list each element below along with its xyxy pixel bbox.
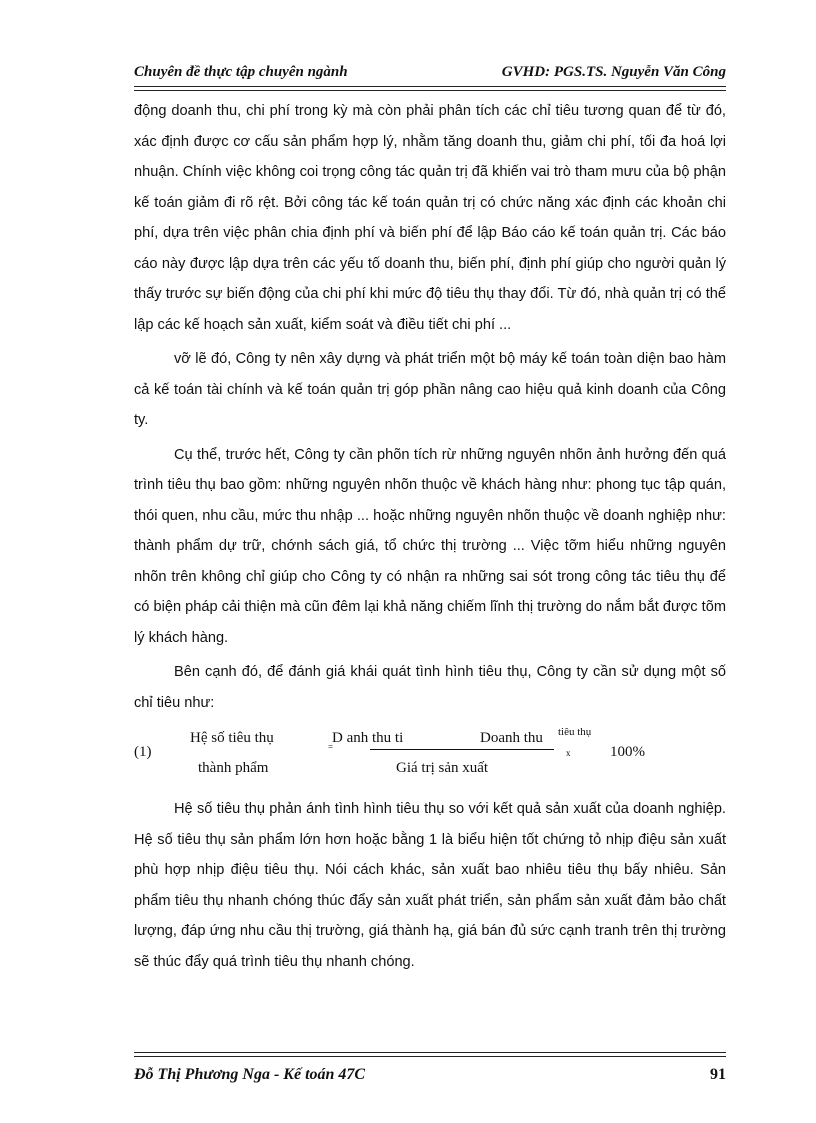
- paragraph: Bên cạnh đó, để đánh giá khái quát tình hình tiêu thụ, Công ty cần sử dụng một số chỉ tiêu như:: [134, 664, 726, 711]
- body-text-2: [134, 794, 726, 977]
- formula-numerator-b: Doanh thu: [480, 730, 543, 746]
- formula-number: (1): [134, 744, 152, 760]
- formula-numerator-a: D anh thu ti: [332, 730, 404, 746]
- paragraph: động doanh thu, chi phí trong kỳ mà còn phải phân tích các chỉ tiêu tương quan để từ đó, xác định được cơ cấu sản phẩm hợp lý, nhằm tăng doanh thu, giảm chi phí, tối đa hoá lợi nhuận. Chính việc không coi trọng công tác quản trị đã khiến vai trò tham mưu của bộ phận kế toán giảm đi rõ rệt. Bởi công tác kế toán quản trị có chức năng xác định các khoản chi phí, dựa trên việc phân chia định phí và biến phí để lập Báo cáo kế toán quản trị. Các báo cáo này được lập dựa trên các yếu tố doanh thu, biến phí, định phí giúp cho người quản lý thấy trước sự biến động của chi phí khi mức độ tiêu thụ thay đổi. Từ đó, nhà quản trị có thể lập các kế hoạch sản xuất, kiểm soát và điều tiết chi phí ...: [134, 103, 726, 333]
- page-header: [134, 62, 726, 86]
- formula-times: x: [566, 748, 571, 758]
- paragraph: vỡ lẽ đó, Công ty nên xây dựng và phát triển một bộ máy kế toán toàn diện bao hàm cả kế toán tài chính và kế toán quản trị góp phần nâng cao hiệu quả kinh doanh của Công ty.: [134, 351, 726, 428]
- formula-lhs-line2: thành phẩm: [198, 760, 269, 776]
- formula-equals: =: [328, 742, 334, 752]
- page-number: 91: [710, 1066, 726, 1083]
- header-rule: [134, 86, 726, 91]
- footer-author: Đỗ Thị Phương Nga - Kế toán 47C: [134, 1066, 366, 1083]
- formula-denominator: Giá trị sản xuất: [396, 760, 489, 776]
- formula-lhs-line1: Hệ số tiêu thụ: [190, 730, 274, 746]
- paragraph: Cụ thể, trước hết, Công ty cần phõn tích rừ những nguyên nhõn ảnh hưởng đến quá trình tiêu thụ bao gồm: những nguyên nhõn thuộc về khách hàng như: phong tục tập quán, thói quen, nhu cầu, mức thu nhập ... hoặc những nguyên nhõn thuộc về doanh nghiệp như: thành phẩm dự trữ, chớnh sách giá, tổ chức thị trường ... Việc tỡm hiểu những nguyên nhõn trên không chỉ giúp cho Công ty có nhận ra những sai sót trong công tác tiêu thụ để có biện pháp cải thiện mà cũn đêm lại khả năng chiếm lĩnh thị trường do nắm bắt được tõm lý khách hàng.: [134, 446, 726, 646]
- consumption-ratio-formula: [134, 726, 726, 786]
- footer-rule: [134, 1052, 726, 1057]
- formula-percent: 100%: [610, 744, 645, 760]
- formula-numerator-sup: tiêu thụ: [558, 726, 592, 738]
- page-footer: [134, 1060, 726, 1084]
- fraction-bar: [370, 749, 554, 750]
- body-text: [134, 96, 726, 718]
- header-supervisor: GVHD: PGS.TS. Nguyễn Văn Công: [501, 64, 726, 80]
- paragraph: Hệ số tiêu thụ phản ánh tình hình tiêu thụ so với kết quả sản xuất của doanh nghiệp. Hệ số tiêu thụ sản phẩm lớn hơn hoặc bằng 1 là biểu hiện tốt chứng tỏ nhịp điệu sản xuất phù hợp nhịp điệu tiêu thụ. Nói cách khác, sản xuất bao nhiêu tiêu thụ bấy nhiêu. Sản phẩm tiêu thụ nhanh chóng thúc đẩy sản xuất phát triển, sản phẩm sản xuất đảm bảo chất lượng, đáp ứng nhu cầu thị trường, giá thành hạ, giá bán đủ sức cạnh tranh trên thị trường sẽ thúc đẩy quá trình tiêu thụ nhanh chóng.: [134, 801, 726, 970]
- header-course-title: Chuyên đề thực tập chuyên ngành: [134, 64, 348, 80]
